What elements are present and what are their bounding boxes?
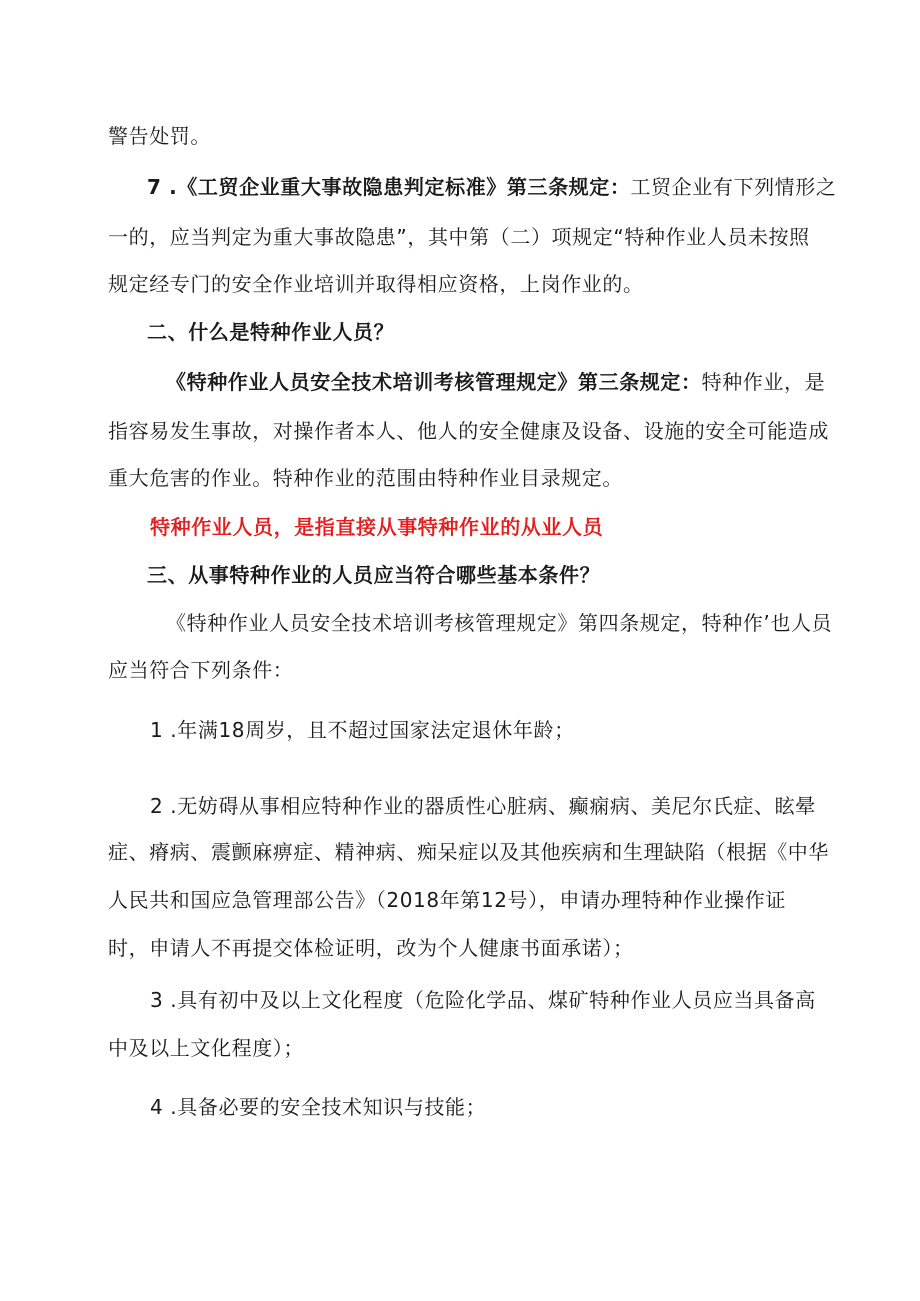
highlighted-definition: 特种作业人员，是指直接从事特种作业的从业人员 [150,515,604,539]
item-7-text: 工贸企业有下列情形之 [630,175,837,199]
text-line: 中及以上文化程度）； [108,1036,304,1060]
list-item-4: 4 .具备必要的安全技术知识与技能； [150,1095,487,1119]
text-line: 时，申请人不再提交体检证明，改为个人健康书面承诺）； [108,936,634,960]
text-line: 指容易发生事故，对操作者本人、他人的安全健康及设备、设施的安全可能造成 [108,419,829,443]
rule-3-heading: 《特种作业人员安全技术培训考核管理规定》第三条规定： [166,370,702,394]
section-heading-2: 二、什么是特种作业人员？ [147,320,395,344]
item-7-heading: 7 .《工贸企业重大事故隐患判定标准》第三条规定： [147,175,631,199]
text-line: 规定经专门的安全作业培训并取得相应资格，上岗作业的。 [108,272,644,296]
text-line: 症、瘠病、震颤麻痹症、精神病、痴呆症以及其他疾病和生理缺陷（根据《中华 [108,840,829,864]
list-item-3: 3 .具有初中及以上文化程度（危险化学品、煤矿特种作业人员应当具备高 [150,988,816,1012]
paragraph-item-7 [147,173,836,201]
text-line: 重大危害的作业。特种作业的范围由特种作业目录规定。 [108,466,623,490]
paragraph-rule-3 [166,368,825,396]
list-item-1: 1 .年满18周岁，且不超过国家法定退休年龄； [150,718,575,742]
text-line: 人民共和国应急管理部公告》（2018年第12号），申请办理特种作业操作证 [108,888,786,912]
text-line: 一的，应当判定为重大事故隐患”，其中第（二）项规定“特种作业人员未按照 [108,225,810,249]
section-heading-3: 三、从事特种作业的人员应当符合哪些基本条件？ [147,563,601,587]
list-item-2: 2 .无妨碍从事相应特种作业的器质性心脏病、癫痫病、美尼尔氏症、眩晕 [150,794,816,818]
text-line: 《特种作业人员安全技术培训考核管理规定》第四条规定，特种作’也人员 [166,611,833,635]
text-line: 应当符合下列条件： [108,658,294,682]
text-line-warning: 警告处罚。 [108,124,211,148]
rule-3-text: 特种作业，是 [701,370,826,394]
